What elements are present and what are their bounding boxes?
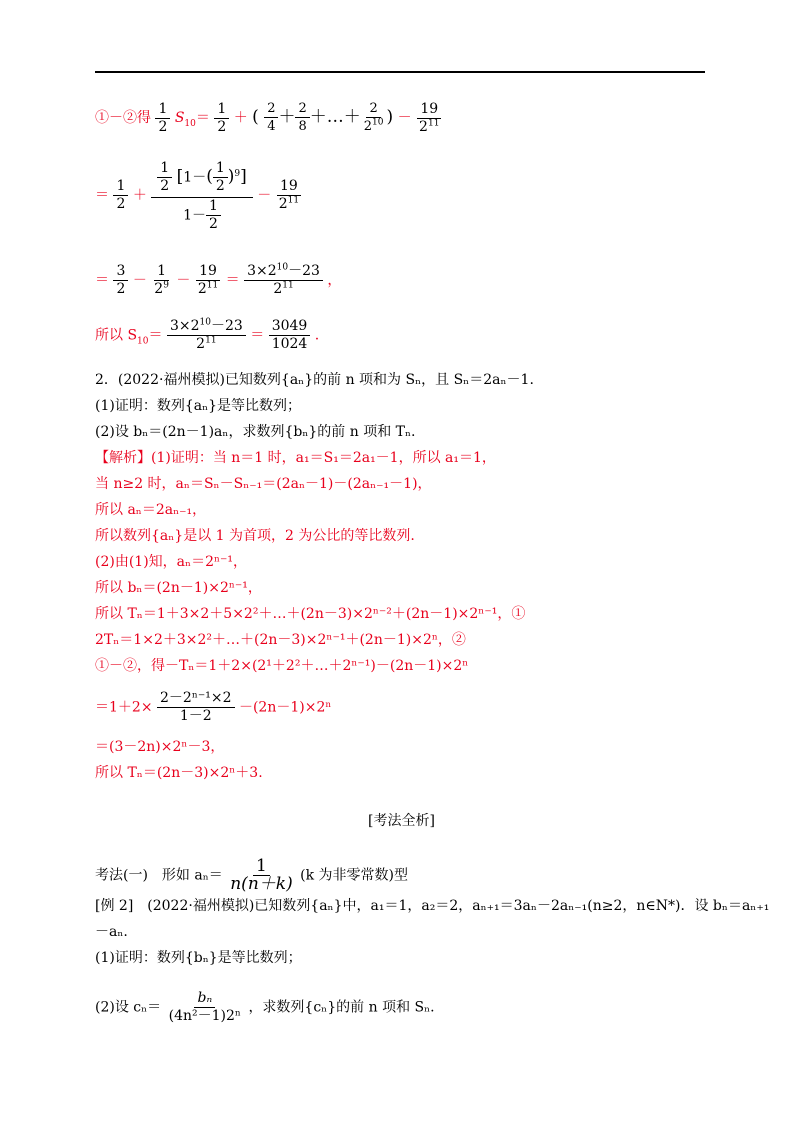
q2-part2: (2)设 bₙ＝(2n－1)aₙ，求数列{bₙ}的前 n 项和 Tₙ. (95, 424, 416, 440)
cn-frac: $\frac{\text{bₙ}}{\text{(4n²－1)2ⁿ}}$ (168, 990, 241, 1024)
example-line1: [例 2] (2022·福州模拟)已知数列{aₙ}中，a₁＝1，a₂＝2，aₙ₊₁＝3aₙ－2aₙ₋₁(n≥2，n∈N*)．设 bₙ＝aₙ₊₁ (95, 898, 770, 914)
frac-19-over-2-11-b: $\frac{19}{2^{11}}$ (278, 178, 300, 212)
sol2-l7: 所以 Tₙ＝1＋3×2＋5×2²＋…＋(2n－3)×2ⁿ⁻²＋(2n－1)×2ⁿ⁻¹，① (95, 606, 526, 622)
sol1-line4: 所以 $S_{10}=$ $\frac{3\times 2^{10}-23}{2^{11}}$ ＝ $\frac{3049}{1024}$ . (95, 317, 320, 352)
sol2-l10: ＝1＋2× $\frac{\text{2－2ⁿ⁻¹×2}}{1-2}$ －(2n－1)×2ⁿ (95, 690, 332, 724)
sol1-line2: ＝ $\frac{1}{2}$ ＋ $\frac{1}{2}$ [1－( $\frac{1}{2}$ )$^9$] 1－ $\frac{1}{2}$ － $\frac{19}{2^{11}}$ (95, 158, 302, 233)
half-frac-3: $\frac{1}{2}$ (113, 178, 128, 213)
example-part1: (1)证明：数列{bₙ}是等比数列； (95, 950, 302, 966)
section-heading: [考法全析] (368, 813, 435, 829)
example-line2: －aₙ. (95, 924, 128, 940)
sol2-l6: 所以 bₙ＝(2n－1)×2ⁿ⁻¹， (95, 580, 262, 596)
sol1-line1: ①－②得 $\frac{1}{2}$ $S_{10}=$ $\frac{1}{2}$ ＋ ( $\frac{2}{4}$ ＋ $\frac{2}{8}$ ＋…＋ $\frac{2}{2^{10}}$ ) － $\frac{19}{2^{11}}$ (95, 100, 442, 136)
sol2-l1: 【解析】(1)证明：当 n＝1 时，a₁＝S₁＝2a₁－1，所以 a₁＝1， (95, 450, 496, 466)
sol1-prefix: ①－②得 (95, 110, 151, 126)
half-frac: $\frac{1}{2}$ (155, 101, 170, 136)
method-line: 考法(一) 形如 aₙ＝ $\frac{1}{n(n+k)}$ (k 为非零常数)型 (95, 856, 409, 894)
top-rule (95, 71, 705, 73)
q2-stem: 2．(2022·福州模拟)已知数列{aₙ}的前 n 项和为 Sₙ，且 Sₙ＝2aₙ－1. (95, 372, 534, 388)
sol2-l5: (2)由(1)知，aₙ＝2ⁿ⁻¹， (95, 554, 248, 570)
frac-3x2-10: $\frac{3\times 2^{10}-23}{2^{11}}$ (244, 263, 323, 298)
frac-19-over-2-11: $\frac{19}{2^{11}}$ (419, 100, 440, 135)
sol2-l2: 当 n≥2 时，aₙ＝Sₙ－Sₙ₋₁＝(2aₙ－1)－(2aₙ₋₁－1)， (95, 476, 432, 492)
sol1-line3: ＝ $\frac{3}{2}$ － $\frac{1}{2^9}$ － $\frac{19}{2^{11}}$ ＝ $\frac{3\times 2^{10}-23}{2^{11}}$ ， (95, 262, 342, 297)
paren-sum: ( $\frac{2}{4}$ ＋ $\frac{2}{8}$ ＋…＋ $\frac{2}{2^{10}}$ ) (252, 101, 394, 134)
geometric-sum-frac: $\frac{1}{2}$ [1－( $\frac{1}{2}$ )$^9$] 1－ $\frac{1}{2}$ (151, 158, 253, 233)
sol2-l9: ①－②，得－Tₙ＝1＋2×(2¹＋2²＋…＋2ⁿ⁻¹)－(2n－1)×2ⁿ (95, 658, 469, 674)
half-frac-2: $\frac{1}{2}$ (214, 101, 229, 136)
sol2-l8: 2Tₙ＝1×2＋3×2²＋…＋(2n－3)×2ⁿ⁻¹＋(2n－1)×2ⁿ，② (95, 632, 466, 648)
example-part2: (2)设 cₙ＝ $\frac{\text{bₙ}}{\text{(4n²－1)2ⁿ}}$ ，求数列{cₙ}的前 n 项和 Sₙ. (95, 990, 435, 1024)
sol2-l12: 所以 Tₙ＝(2n－3)×2ⁿ＋3. (95, 765, 263, 781)
s10-value: $\frac{3049}{1024}$ (269, 318, 311, 353)
geometric-frac: $\frac{\text{2－2ⁿ⁻¹×2}}{1-2}$ (157, 690, 235, 725)
sol2-l3: 所以 aₙ＝2aₙ₋₁， (95, 502, 207, 518)
q2-part1: (1)证明：数列{aₙ}是等比数列； (95, 398, 302, 414)
sol2-l11: ＝(3－2n)×2ⁿ－3， (95, 739, 225, 755)
method-frac: $\frac{1}{n(n+k)}$ (230, 856, 293, 894)
sol2-l4: 所以数列{aₙ}是以 1 为首项，2 为公比的等比数列. (95, 528, 415, 544)
